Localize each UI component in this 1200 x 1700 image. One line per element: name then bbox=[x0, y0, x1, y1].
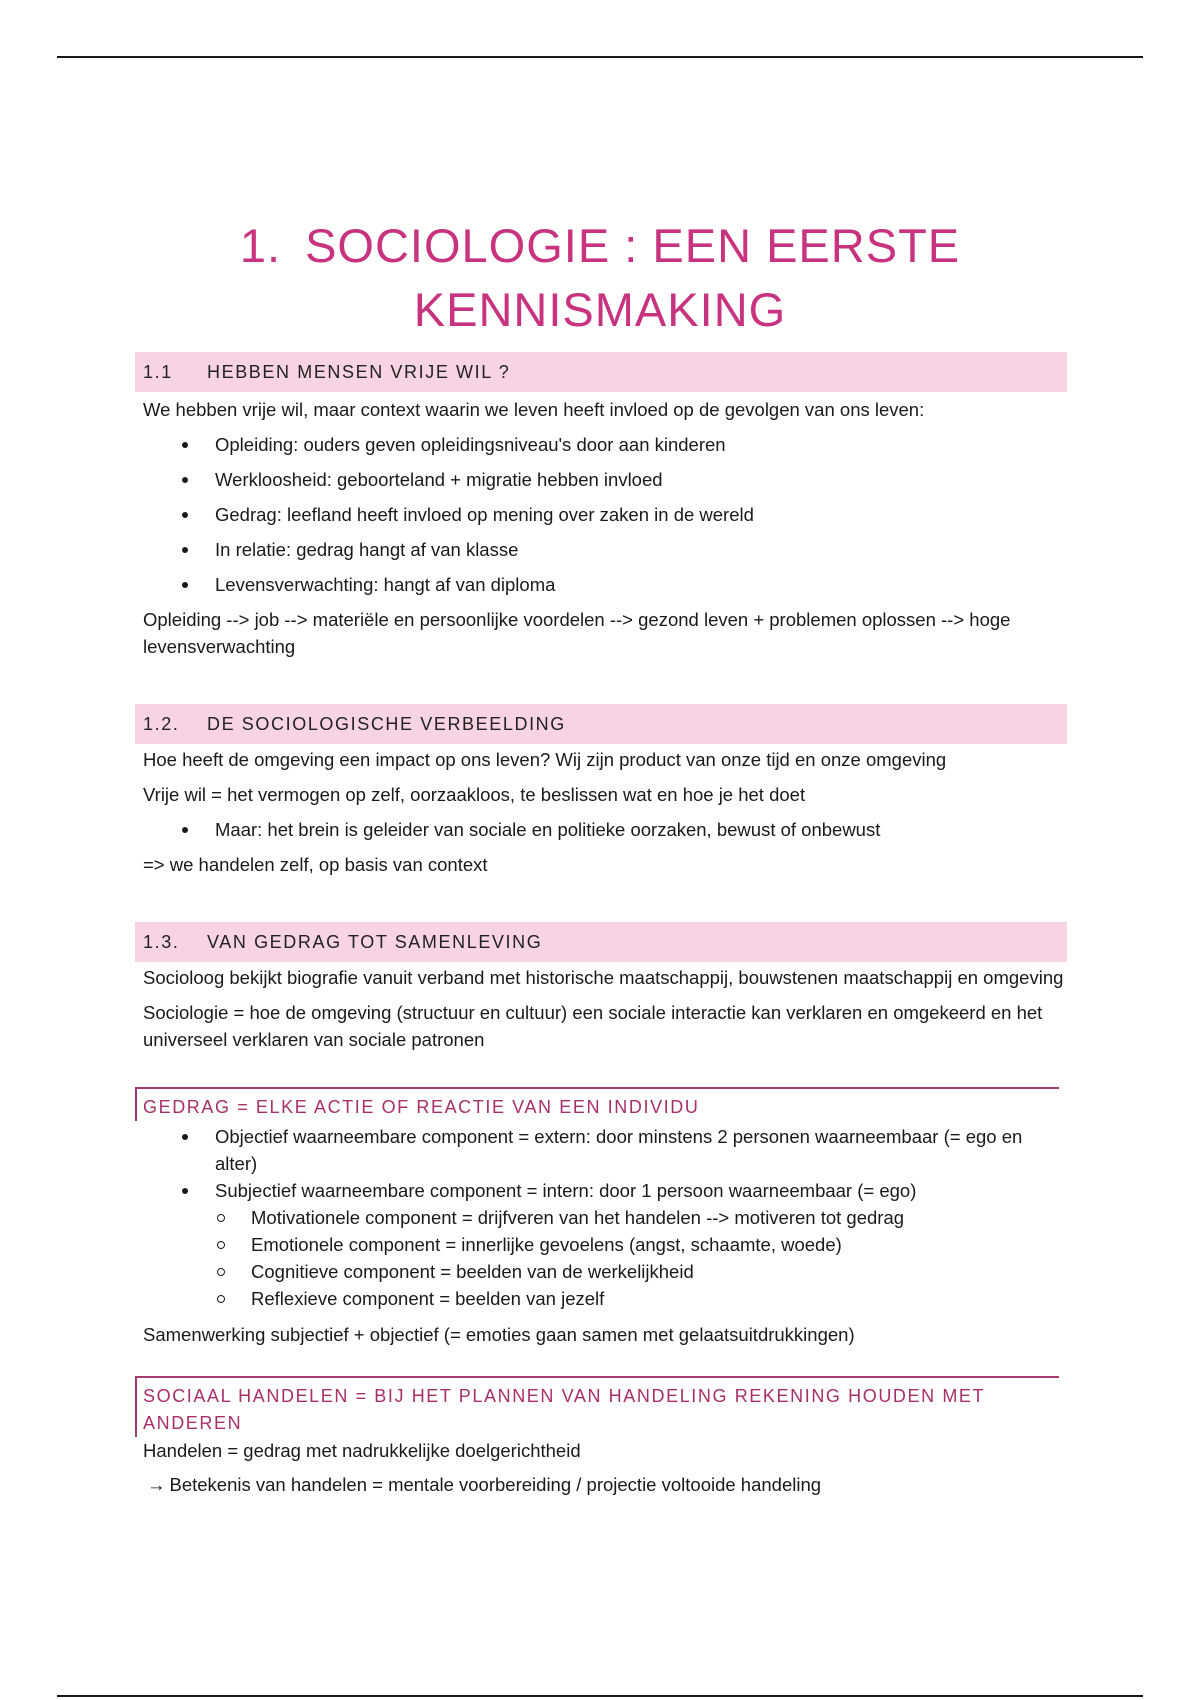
sub-list-item: Reflexieve component = beelden van jezelf bbox=[135, 1285, 1067, 1312]
header-rule bbox=[57, 56, 1143, 58]
list-item: Maar: het brein is geleider van sociale en politieke oorzaken, bewust of onbewust bbox=[135, 816, 1067, 843]
paragraph: We hebben vrije wil, maar context waarin we leven heeft invloed op de gevolgen van ons leven: bbox=[143, 399, 925, 420]
document-body bbox=[135, 352, 1067, 1498]
section-title: DE SOCIOLOGISCHE VERBEELDING bbox=[207, 713, 566, 734]
bullet-list bbox=[135, 431, 1067, 598]
paragraph: Opleiding --> job --> materiële en persoonlijke voordelen --> gezond leven + problemen oplossen --> hoge levensverwachting bbox=[143, 609, 1011, 657]
subsection-heading-sociaal-handelen: SOCIAAL HANDELEN = BIJ HET PLANNEN VAN HANDELING REKENING HOUDEN MET ANDEREN bbox=[135, 1376, 1059, 1437]
list-item: Objectief waarneembare component = extern: door minstens 2 personen waarneembaar (= ego en alter) bbox=[135, 1123, 1067, 1177]
section-heading-1-2 bbox=[135, 704, 1067, 744]
arrow-paragraph-text: Betekenis van handelen = mentale voorbereiding / projectie voltooide handeling bbox=[169, 1474, 822, 1495]
subsection-heading-gedrag: GEDRAG = ELKE ACTIE OF REACTIE VAN EEN INDIVIDU bbox=[135, 1087, 1059, 1121]
sub-list-item: Motivationele component = drijfveren van het handelen --> motiveren tot gedrag bbox=[135, 1204, 1067, 1231]
footer-rule bbox=[57, 1695, 1143, 1697]
section-heading-1-3 bbox=[135, 922, 1067, 962]
paragraph: => we handelen zelf, op basis van context bbox=[143, 854, 488, 875]
paragraph: Samenwerking subjectief + objectief (= emoties gaan samen met gelaatsuitdrukkingen) bbox=[143, 1324, 855, 1345]
paragraph: Hoe heeft de omgeving een impact op ons leven? Wij zijn product van onze tijd en onze omgeving bbox=[143, 749, 947, 770]
paragraph: Socioloog bekijkt biografie vanuit verband met historische maatschappij, bouwstenen maatschappij en omgeving bbox=[143, 967, 1064, 988]
sub-list-item: Cognitieve component = beelden van de werkelijkheid bbox=[135, 1258, 1067, 1285]
sub-list-item: Emotionele component = innerlijke gevoelens (angst, schaamte, woede) bbox=[135, 1231, 1067, 1258]
paragraph: Vrije wil = het vermogen op zelf, oorzaakloos, te beslissen wat en hoe je het doet bbox=[143, 784, 806, 805]
list-item: Subjectief waarneembare component = intern: door 1 persoon waarneembaar (= ego) bbox=[135, 1177, 1067, 1204]
section-number: 1.2. bbox=[143, 713, 180, 734]
paragraph: Handelen = gedrag met nadrukkelijke doelgerichtheid bbox=[143, 1440, 581, 1461]
section-number: 1.1 bbox=[143, 361, 173, 382]
chapter-title-line1: SOCIOLOGIE : EEN EERSTE bbox=[305, 219, 961, 272]
list-item: Opleiding: ouders geven opleidingsniveau's door aan kinderen bbox=[135, 431, 1067, 458]
chapter-title-line2: KENNISMAKING bbox=[413, 283, 787, 336]
bullet-list bbox=[135, 816, 1067, 843]
list-item: Gedrag: leefland heeft invloed op mening over zaken in de wereld bbox=[135, 501, 1067, 528]
list-item: Levensverwachting: hangt af van diploma bbox=[135, 571, 1067, 598]
list-item: In relatie: gedrag hangt af van klasse bbox=[135, 536, 1067, 563]
chapter-title bbox=[135, 214, 1065, 342]
list-item: Werkloosheid: geboorteland + migratie hebben invloed bbox=[135, 466, 1067, 493]
section-heading-1-1 bbox=[135, 352, 1067, 392]
bullet-list bbox=[135, 1123, 1067, 1204]
section-title: HEBBEN MENSEN VRIJE WIL ? bbox=[207, 361, 511, 382]
section-number: 1.3. bbox=[143, 931, 180, 952]
paragraph: Sociologie = hoe de omgeving (structuur en cultuur) een sociale interactie kan verklaren en omgekeerd en het universeel verklaren van sociale patronen bbox=[143, 1002, 1043, 1050]
section-title: VAN GEDRAG TOT SAMENLEVING bbox=[207, 931, 543, 952]
arrow-paragraph bbox=[135, 1471, 1067, 1498]
sub-bullet-list bbox=[135, 1204, 1067, 1312]
chapter-number: 1. bbox=[239, 219, 282, 272]
right-arrow-icon: → bbox=[147, 1474, 166, 1495]
